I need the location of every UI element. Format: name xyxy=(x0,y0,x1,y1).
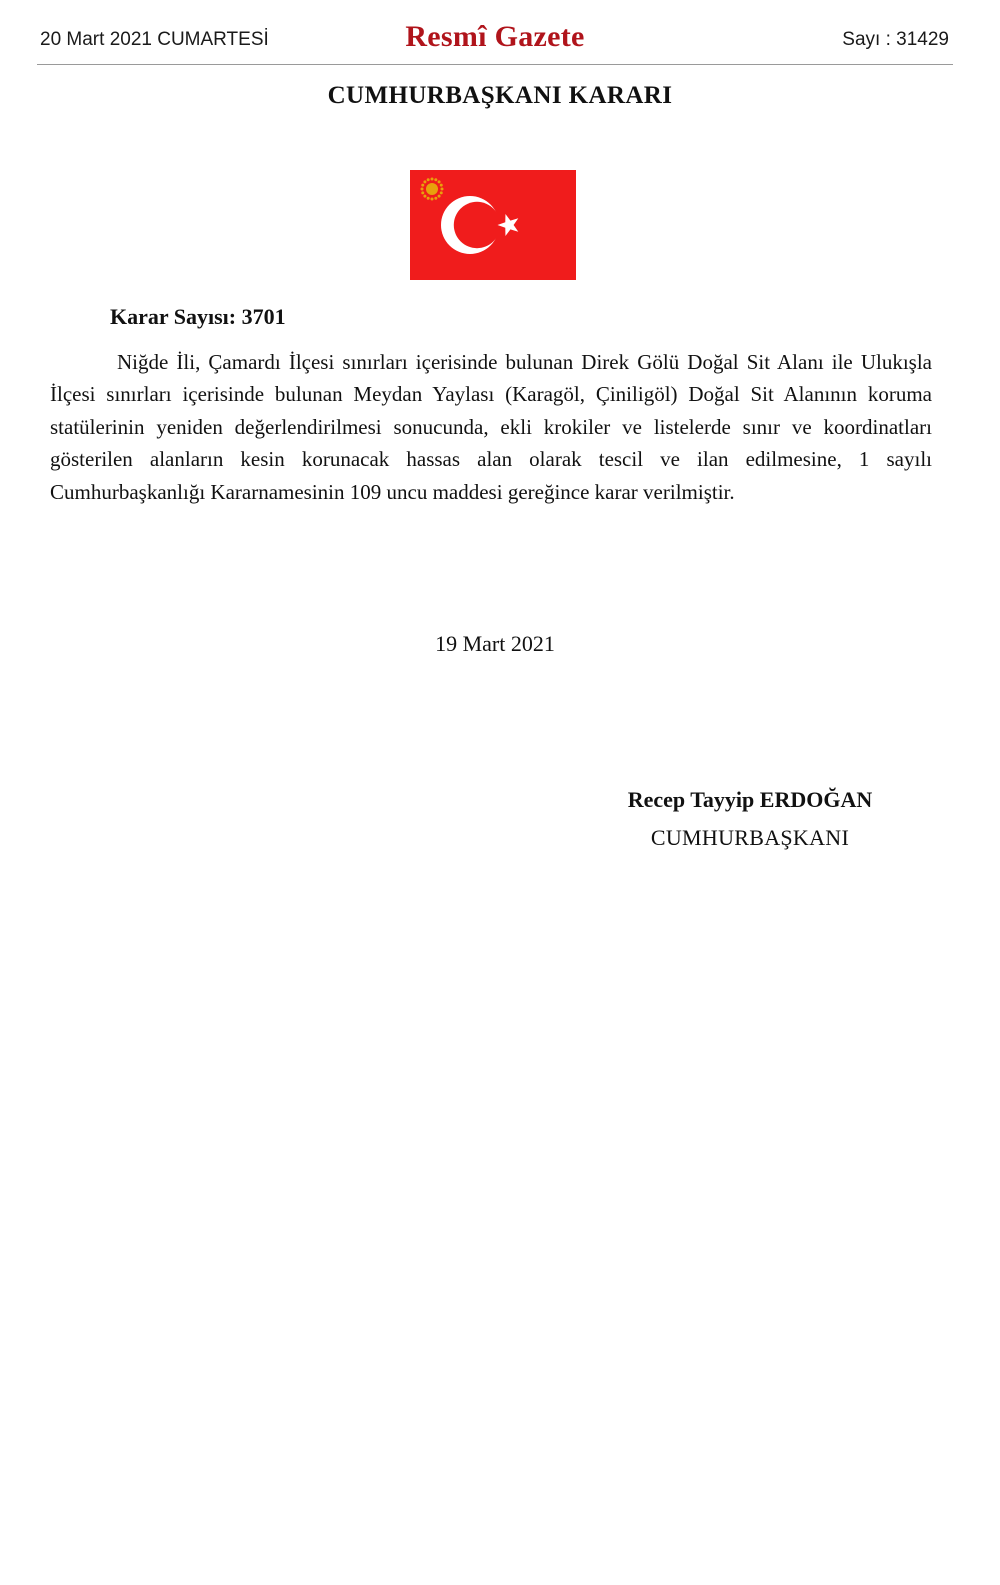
publication-date: 20 Mart 2021 CUMARTESİ xyxy=(40,29,269,50)
decree-date: 19 Mart 2021 xyxy=(435,631,555,656)
decree-number: Karar Sayısı: 3701 xyxy=(110,304,286,329)
turkish-flag-icon xyxy=(410,170,576,280)
decree-body-text: Niğde İli, Çamardı İlçesi sınırları içerisinde bulunan Direk Gölü Doğal Sit Alanı ile Ulukışla İlçesi sınırları içerisinde bulunan Meydan Yaylası (Karagöl, Çiniligöl) Doğal Sit Alanının koruma statülerinin yeniden değerlendirilmesi sonucunda, ekli krokiler ve listelerde sınır ve koordinatları gösterilen alanların kesin korunacak hassas alan olarak tescil ve ilan edilmesine, 1 sayılı Cumhurbaşkanlığı Kararnamesinin 109 uncu maddesi gereğince karar verilmiştir. xyxy=(50,350,932,504)
signatory-title: CUMHURBAŞKANI xyxy=(650,825,850,850)
document-type-title: CUMHURBAŞKANI KARARI xyxy=(327,82,673,109)
gazette-title: Resmî Gazete xyxy=(405,20,585,53)
issue-number: Sayı : 31429 xyxy=(842,29,949,50)
gazette-header xyxy=(37,20,953,65)
signatory-name: Recep Tayyip ERDOĞAN xyxy=(627,787,873,812)
